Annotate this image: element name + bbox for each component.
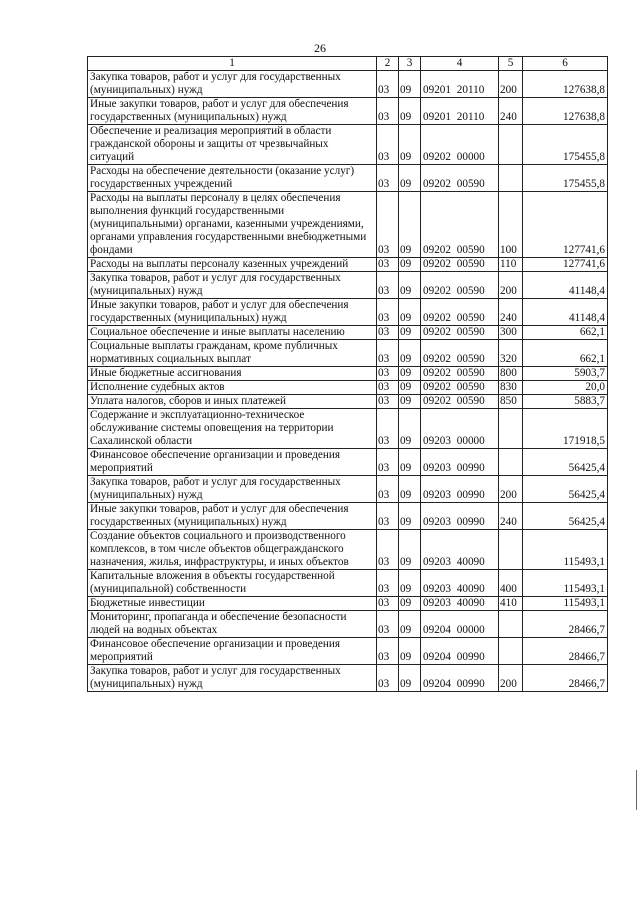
- table-row: [88, 476, 608, 503]
- expense-type-code: [499, 125, 523, 165]
- section-code: 03: [377, 409, 399, 449]
- column-header: 4: [421, 57, 499, 71]
- section-code: 03: [377, 570, 399, 597]
- subsection-code: 09: [399, 409, 421, 449]
- expense-type-code: [499, 611, 523, 638]
- amount-value: 175455,8: [523, 125, 608, 165]
- subsection-code: 09: [399, 381, 421, 395]
- row-description: Финансовое обеспечение организации и проведения мероприятий: [88, 638, 377, 665]
- subsection-code: 09: [399, 638, 421, 665]
- section-code: 03: [377, 272, 399, 299]
- section-code: 03: [377, 503, 399, 530]
- target-article-code: 09202 00590: [421, 165, 499, 192]
- row-description: Социальные выплаты гражданам, кроме публичных нормативных социальных выплат: [88, 340, 377, 367]
- table-row: [88, 367, 608, 381]
- expense-type-code: [499, 409, 523, 449]
- amount-value: 28466,7: [523, 665, 608, 692]
- subsection-code: 09: [399, 326, 421, 340]
- amount-value: 662,1: [523, 340, 608, 367]
- amount-value: 41148,4: [523, 272, 608, 299]
- section-code: 03: [377, 299, 399, 326]
- amount-value: 28466,7: [523, 611, 608, 638]
- table-row: [88, 381, 608, 395]
- row-description: Содержание и эксплуатационно-техническое обслуживание системы оповещения на территории Сахалинской области: [88, 409, 377, 449]
- expense-type-code: 850: [499, 395, 523, 409]
- expense-type-code: [499, 530, 523, 570]
- target-article-code: 09202 00590: [421, 340, 499, 367]
- target-article-code: 09203 40090: [421, 570, 499, 597]
- subsection-code: 09: [399, 476, 421, 503]
- table-row: [88, 340, 608, 367]
- section-code: 03: [377, 665, 399, 692]
- budget-table: [87, 56, 608, 692]
- target-article-code: 09203 40090: [421, 530, 499, 570]
- table-row: [88, 326, 608, 340]
- column-header: 3: [399, 57, 421, 71]
- expense-type-code: 200: [499, 272, 523, 299]
- row-description: Исполнение судебных актов: [88, 381, 377, 395]
- section-code: 03: [377, 71, 399, 98]
- subsection-code: 09: [399, 449, 421, 476]
- row-description: Расходы на выплаты персоналу казенных учреждений: [88, 258, 377, 272]
- table-row: [88, 597, 608, 611]
- target-article-code: 09202 00590: [421, 192, 499, 258]
- row-description: Расходы на обеспечение деятельности (оказание услуг) государственных учреждений: [88, 165, 377, 192]
- subsection-code: 09: [399, 367, 421, 381]
- row-description: Мониторинг, пропаганда и обеспечение безопасности людей на водных объектах: [88, 611, 377, 638]
- amount-value: 56425,4: [523, 476, 608, 503]
- expense-type-code: 300: [499, 326, 523, 340]
- subsection-code: 09: [399, 340, 421, 367]
- table-row: [88, 71, 608, 98]
- amount-value: 662,1: [523, 326, 608, 340]
- row-description: Уплата налогов, сборов и иных платежей: [88, 395, 377, 409]
- expense-type-code: [499, 449, 523, 476]
- amount-value: 56425,4: [523, 449, 608, 476]
- row-description: Закупка товаров, работ и услуг для государственных (муниципальных) нужд: [88, 665, 377, 692]
- table-row: [88, 449, 608, 476]
- row-description: Закупка товаров, работ и услуг для государственных (муниципальных) нужд: [88, 476, 377, 503]
- target-article-code: 09201 20110: [421, 98, 499, 125]
- column-header: 1: [88, 57, 377, 71]
- target-article-code: 09202 00590: [421, 258, 499, 272]
- expense-type-code: 200: [499, 665, 523, 692]
- subsection-code: 09: [399, 299, 421, 326]
- target-article-code: 09203 00990: [421, 449, 499, 476]
- table-row: [88, 409, 608, 449]
- subsection-code: 09: [399, 611, 421, 638]
- subsection-code: 09: [399, 272, 421, 299]
- table-header-row: [88, 57, 608, 71]
- row-description: Расходы на выплаты персоналу в целях обеспечения выполнения функций государственными (муниципальными) органами, казенными учреждениями, органами управления государственными внебюджетными фондами: [88, 192, 377, 258]
- target-article-code: 09203 00000: [421, 409, 499, 449]
- expense-type-code: 830: [499, 381, 523, 395]
- column-header: 6: [523, 57, 608, 71]
- row-description: Финансовое обеспечение организации и проведения мероприятий: [88, 449, 377, 476]
- expense-type-code: 800: [499, 367, 523, 381]
- amount-value: 41148,4: [523, 299, 608, 326]
- expense-type-code: 100: [499, 192, 523, 258]
- target-article-code: 09202 00590: [421, 272, 499, 299]
- section-code: 03: [377, 258, 399, 272]
- table-row: [88, 611, 608, 638]
- target-article-code: 09202 00590: [421, 367, 499, 381]
- target-article-code: 09202 00590: [421, 381, 499, 395]
- target-article-code: 09201 20110: [421, 71, 499, 98]
- row-description: Иные закупки товаров, работ и услуг для обеспечения государственных (муниципальных) нужд: [88, 503, 377, 530]
- amount-value: 127638,8: [523, 71, 608, 98]
- amount-value: 127638,8: [523, 98, 608, 125]
- row-description: Бюджетные инвестиции: [88, 597, 377, 611]
- subsection-code: 09: [399, 665, 421, 692]
- section-code: 03: [377, 165, 399, 192]
- expense-type-code: 240: [499, 98, 523, 125]
- expense-type-code: 200: [499, 476, 523, 503]
- expense-type-code: 320: [499, 340, 523, 367]
- expense-type-code: 400: [499, 570, 523, 597]
- table-row: [88, 503, 608, 530]
- row-description: Иные закупки товаров, работ и услуг для обеспечения государственных (муниципальных) нужд: [88, 299, 377, 326]
- section-code: 03: [377, 340, 399, 367]
- table-row: [88, 570, 608, 597]
- row-description: Закупка товаров, работ и услуг для государственных (муниципальных) нужд: [88, 71, 377, 98]
- amount-value: 175455,8: [523, 165, 608, 192]
- amount-value: 127741,6: [523, 192, 608, 258]
- row-description: Закупка товаров, работ и услуг для государственных (муниципальных) нужд: [88, 272, 377, 299]
- scan-edge-mark: [636, 770, 637, 810]
- expense-type-code: 410: [499, 597, 523, 611]
- amount-value: 5883,7: [523, 395, 608, 409]
- expense-type-code: 110: [499, 258, 523, 272]
- amount-value: 20,0: [523, 381, 608, 395]
- amount-value: 115493,1: [523, 530, 608, 570]
- amount-value: 127741,6: [523, 258, 608, 272]
- table-row: [88, 272, 608, 299]
- section-code: 03: [377, 381, 399, 395]
- target-article-code: 09203 00990: [421, 476, 499, 503]
- table-row: [88, 258, 608, 272]
- subsection-code: 09: [399, 71, 421, 98]
- section-code: 03: [377, 367, 399, 381]
- target-article-code: 09203 00990: [421, 503, 499, 530]
- row-description: Иные бюджетные ассигнования: [88, 367, 377, 381]
- amount-value: 5903,7: [523, 367, 608, 381]
- amount-value: 171918,5: [523, 409, 608, 449]
- section-code: 03: [377, 597, 399, 611]
- expense-type-code: 240: [499, 299, 523, 326]
- subsection-code: 09: [399, 570, 421, 597]
- section-code: 03: [377, 449, 399, 476]
- table-row: [88, 125, 608, 165]
- amount-value: 56425,4: [523, 503, 608, 530]
- table-row: [88, 665, 608, 692]
- section-code: 03: [377, 395, 399, 409]
- subsection-code: 09: [399, 165, 421, 192]
- amount-value: 28466,7: [523, 638, 608, 665]
- target-article-code: 09202 00590: [421, 326, 499, 340]
- subsection-code: 09: [399, 503, 421, 530]
- table-row: [88, 299, 608, 326]
- table-row: [88, 638, 608, 665]
- table-row: [88, 192, 608, 258]
- expense-type-code: [499, 165, 523, 192]
- row-description: Обеспечение и реализация мероприятий в области гражданской обороны и защиты от чрезвычайных ситуаций: [88, 125, 377, 165]
- expense-type-code: 240: [499, 503, 523, 530]
- expense-type-code: [499, 638, 523, 665]
- subsection-code: 09: [399, 530, 421, 570]
- subsection-code: 09: [399, 98, 421, 125]
- section-code: 03: [377, 192, 399, 258]
- table-row: [88, 165, 608, 192]
- section-code: 03: [377, 326, 399, 340]
- column-header: 2: [377, 57, 399, 71]
- section-code: 03: [377, 530, 399, 570]
- subsection-code: 09: [399, 125, 421, 165]
- target-article-code: 09203 40090: [421, 597, 499, 611]
- expense-type-code: 200: [499, 71, 523, 98]
- subsection-code: 09: [399, 597, 421, 611]
- target-article-code: 09204 00990: [421, 638, 499, 665]
- section-code: 03: [377, 638, 399, 665]
- subsection-code: 09: [399, 395, 421, 409]
- row-description: Социальное обеспечение и иные выплаты населению: [88, 326, 377, 340]
- table-row: [88, 98, 608, 125]
- target-article-code: 09202 00590: [421, 299, 499, 326]
- section-code: 03: [377, 476, 399, 503]
- target-article-code: 09202 00590: [421, 395, 499, 409]
- target-article-code: 09202 00000: [421, 125, 499, 165]
- page-number: 26: [314, 41, 326, 55]
- section-code: 03: [377, 98, 399, 125]
- row-description: Капитальные вложения в объекты государственной (муниципальной) собственности: [88, 570, 377, 597]
- subsection-code: 09: [399, 258, 421, 272]
- column-header: 5: [499, 57, 523, 71]
- subsection-code: 09: [399, 192, 421, 258]
- table-row: [88, 395, 608, 409]
- table-row: [88, 530, 608, 570]
- target-article-code: 09204 00000: [421, 611, 499, 638]
- section-code: 03: [377, 611, 399, 638]
- row-description: Иные закупки товаров, работ и услуг для обеспечения государственных (муниципальных) нужд: [88, 98, 377, 125]
- section-code: 03: [377, 125, 399, 165]
- amount-value: 115493,1: [523, 597, 608, 611]
- amount-value: 115493,1: [523, 570, 608, 597]
- row-description: Создание объектов социального и производственного комплексов, в том числе объектов общегражданского назначения, жилья, инфраструктуры, и иных объектов: [88, 530, 377, 570]
- target-article-code: 09204 00990: [421, 665, 499, 692]
